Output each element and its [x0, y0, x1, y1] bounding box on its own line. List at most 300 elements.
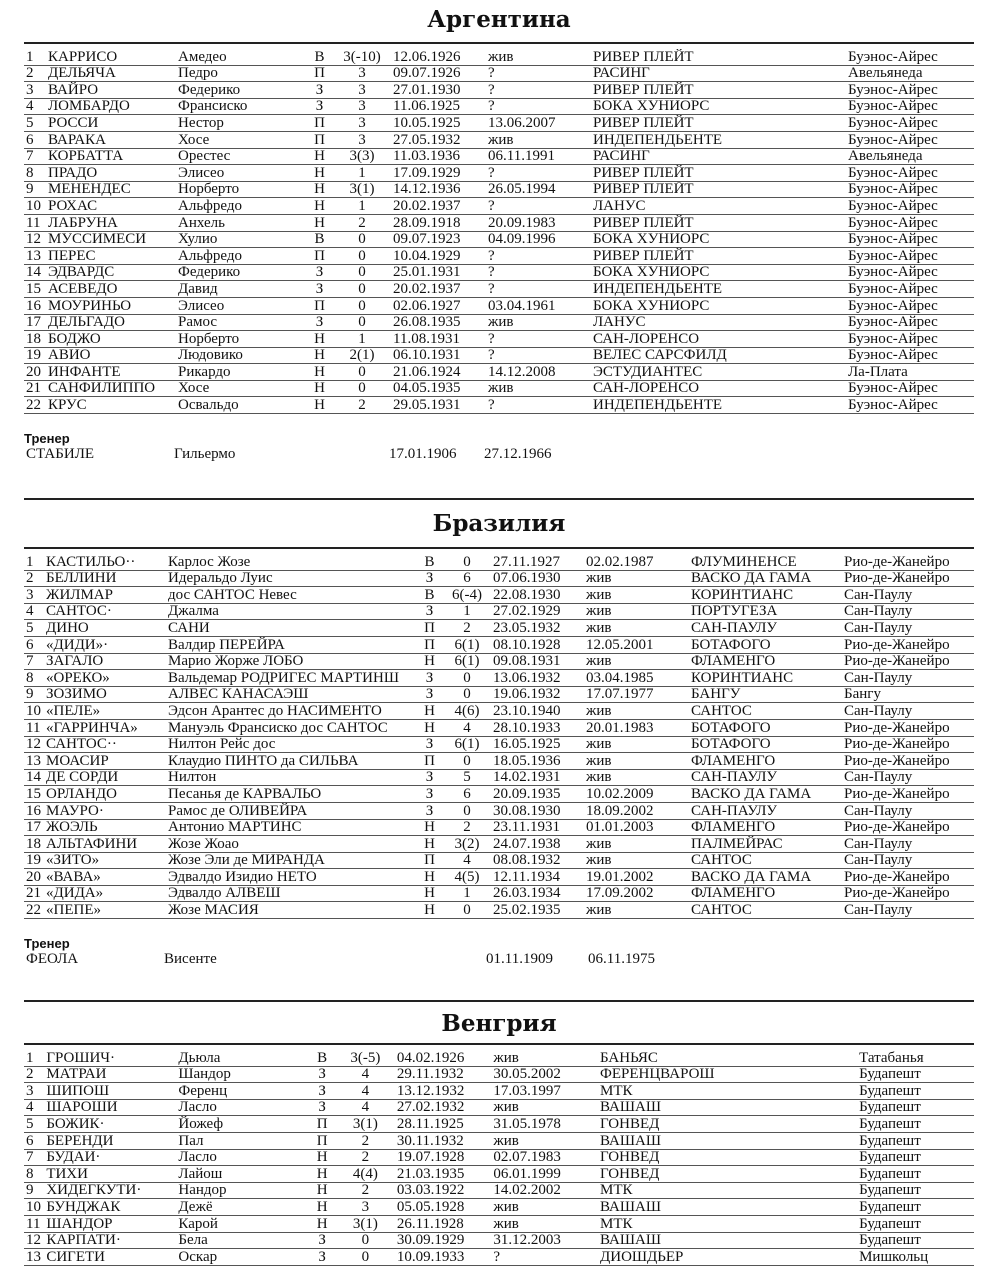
player-firstname: Пал [176, 1132, 308, 1149]
table-row [24, 670, 974, 687]
player-surname: МАТРАИ [44, 1066, 176, 1083]
player-games: 0 [331, 264, 391, 281]
table-row [24, 364, 974, 381]
player-born: 28.11.1925 [395, 1116, 492, 1133]
table-row [24, 264, 974, 281]
player-city: Рио-де-Жанейро [842, 885, 974, 902]
player-died: ? [486, 82, 591, 99]
player-firstname: Клаудио ПИНТО да СИЛЬВА [166, 753, 416, 770]
player-position: П [306, 248, 331, 265]
player-firstname: Нилтон [166, 769, 416, 786]
player-firstname: Освальдо [176, 397, 306, 414]
player-died: ? [486, 331, 591, 348]
player-born: 23.05.1932 [491, 620, 584, 637]
player-club: РАСИНГ [591, 65, 846, 82]
player-surname: БЕЛЛИНИ [44, 570, 166, 587]
player-position: Н [308, 1166, 333, 1183]
player-firstname: Амедео [176, 49, 306, 65]
player-games: 6 [441, 786, 491, 803]
player-number: 8 [24, 165, 46, 182]
player-died: 31.05.1978 [491, 1116, 598, 1133]
player-position: З [306, 264, 331, 281]
player-games: 0 [441, 670, 491, 687]
player-games: 0 [331, 380, 391, 397]
player-died: 31.12.2003 [491, 1232, 598, 1249]
player-number: 14 [24, 264, 46, 281]
table-row [24, 736, 974, 753]
player-city: Сан-Паулу [842, 603, 974, 620]
player-number: 18 [24, 836, 44, 853]
player-club: БОКА ХУНИОРС [591, 297, 846, 314]
player-position: П [416, 753, 441, 770]
player-games: 2 [331, 214, 391, 231]
player-number: 1 [24, 1050, 44, 1066]
player-firstname: Марио Жорже ЛОБО [166, 653, 416, 670]
player-firstname: Шандор [176, 1066, 308, 1083]
player-died: ? [486, 165, 591, 182]
player-club: БОТАФОГО [689, 636, 842, 653]
player-born: 05.05.1928 [395, 1199, 492, 1216]
player-club: ФЛАМЕНГО [689, 885, 842, 902]
player-died: ? [486, 65, 591, 82]
player-firstname: Ласло [176, 1099, 308, 1116]
player-city: Сан-Паулу [842, 852, 974, 869]
player-position: Н [306, 380, 331, 397]
player-died: ? [491, 1249, 598, 1266]
player-club: МТК [598, 1215, 857, 1232]
player-surname: ГРОШИЧ· [44, 1050, 176, 1066]
section-argentina [24, 6, 974, 464]
player-games: 0 [331, 248, 391, 265]
player-club: САНТОС [689, 703, 842, 720]
table-row [24, 769, 974, 786]
player-number: 7 [24, 653, 44, 670]
player-firstname: Ласло [176, 1149, 308, 1166]
player-number: 20 [24, 364, 46, 381]
player-firstname: Антонио МАРТИНС [166, 819, 416, 836]
player-games: 1 [331, 198, 391, 215]
player-position: З [306, 98, 331, 115]
player-surname: СИГЕТИ [44, 1249, 176, 1266]
player-club: ФЕРЕНЦВАРОШ [598, 1066, 857, 1083]
player-games: 1 [331, 165, 391, 182]
player-died: 26.05.1994 [486, 181, 591, 198]
player-born: 20.09.1935 [491, 786, 584, 803]
player-firstname: Песанья де КАРВАЛЬО [166, 786, 416, 803]
player-died: 20.09.1983 [486, 214, 591, 231]
player-firstname: Элисео [176, 165, 306, 182]
player-died: жив [491, 1215, 598, 1232]
player-born: 14.12.1936 [391, 181, 486, 198]
player-died: 12.05.2001 [584, 636, 689, 653]
table-row [24, 902, 974, 919]
coach-born: 01.11.1909 [486, 951, 553, 968]
player-born: 25.01.1931 [391, 264, 486, 281]
player-born: 18.05.1936 [491, 753, 584, 770]
player-surname: «ДИДИ»· [44, 636, 166, 653]
player-number: 21 [24, 885, 44, 902]
player-city: Будапешт [857, 1215, 974, 1232]
table-row [24, 636, 974, 653]
player-games: 0 [441, 802, 491, 819]
player-surname: КОРБАТТА [46, 148, 176, 165]
coach-born: 17.01.1906 [389, 446, 457, 463]
player-club: КОРИНТИАНС [689, 670, 842, 687]
player-number: 19 [24, 347, 46, 364]
table-row [24, 397, 974, 414]
player-surname: «ОРЕКО» [44, 670, 166, 687]
player-died: 17.07.1977 [584, 686, 689, 703]
player-surname: «ЗИТО» [44, 852, 166, 869]
player-born: 10.09.1933 [395, 1249, 492, 1266]
player-surname: ЖИЛМАР [44, 587, 166, 604]
player-firstname: Альфредо [176, 248, 306, 265]
player-city: Буэнос-Айрес [846, 98, 974, 115]
player-surname: КРУС [46, 397, 176, 414]
player-died: жив [584, 902, 689, 919]
player-number: 12 [24, 231, 46, 248]
player-position: В [416, 587, 441, 604]
player-surname: САНФИЛИППО [46, 380, 176, 397]
player-died: жив [584, 836, 689, 853]
player-club: РИВЕР ПЛЕЙТ [591, 165, 846, 182]
player-city: Буэнос-Айрес [846, 314, 974, 331]
player-position: Н [306, 214, 331, 231]
player-firstname: Давид [176, 281, 306, 298]
player-city: Будапешт [857, 1066, 974, 1083]
player-died: 19.01.2002 [584, 869, 689, 886]
player-born: 19.07.1928 [395, 1149, 492, 1166]
player-born: 06.10.1931 [391, 347, 486, 364]
roster-table [24, 554, 974, 919]
player-club: САН-ЛОРЕНСО [591, 331, 846, 348]
player-surname: ТИХИ [44, 1166, 176, 1183]
player-born: 26.11.1928 [395, 1215, 492, 1232]
table-row [24, 214, 974, 231]
player-firstname: Анхель [176, 214, 306, 231]
player-firstname: Рамос де ОЛИВЕЙРА [166, 802, 416, 819]
player-died: жив [584, 769, 689, 786]
player-club: ВЕЛЕС САРСФИЛД [591, 347, 846, 364]
player-position: Н [416, 703, 441, 720]
player-number: 5 [24, 620, 44, 637]
player-city: Рио-де-Жанейро [842, 636, 974, 653]
table-row [24, 131, 974, 148]
player-city: Авельянеда [846, 148, 974, 165]
player-club: БОКА ХУНИОРС [591, 264, 846, 281]
player-club: БАНЬЯС [598, 1050, 857, 1066]
player-games: 2 [441, 819, 491, 836]
player-surname: РОССИ [46, 115, 176, 132]
table-row [24, 82, 974, 99]
player-firstname: Ференц [176, 1083, 308, 1100]
player-firstname: Элисео [176, 297, 306, 314]
player-city: Рио-де-Жанейро [842, 554, 974, 570]
player-surname: ДЕЛЬГАДО [46, 314, 176, 331]
player-position: З [416, 603, 441, 620]
player-club: САН-ПАУЛУ [689, 620, 842, 637]
player-died: 30.05.2002 [491, 1066, 598, 1083]
player-surname: БУНДЖАК [44, 1199, 176, 1216]
player-city: Ла-Плата [846, 364, 974, 381]
table-row [24, 231, 974, 248]
player-position: П [308, 1132, 333, 1149]
player-games: 3 [331, 82, 391, 99]
player-games: 0 [334, 1232, 395, 1249]
player-born: 16.05.1925 [491, 736, 584, 753]
player-games: 1 [441, 885, 491, 902]
player-position: Н [308, 1199, 333, 1216]
table-row [24, 836, 974, 853]
player-position: Н [306, 148, 331, 165]
player-position: В [308, 1050, 333, 1066]
player-number: 13 [24, 1249, 44, 1266]
player-club: ФЛАМЕНГО [689, 653, 842, 670]
player-club: САН-ЛОРЕНСО [591, 380, 846, 397]
player-born: 13.06.1932 [491, 670, 584, 687]
player-club: ФЛАМЕНГО [689, 819, 842, 836]
player-city: Сан-Паулу [842, 620, 974, 637]
player-games: 0 [331, 297, 391, 314]
player-games: 3(1) [331, 181, 391, 198]
player-city: Буэнос-Айрес [846, 281, 974, 298]
player-club: РИВЕР ПЛЕЙТ [591, 181, 846, 198]
player-surname: АВИО [46, 347, 176, 364]
player-city: Сан-Паулу [842, 902, 974, 919]
player-number: 2 [24, 65, 46, 82]
player-number: 4 [24, 1099, 44, 1116]
player-club: ИНДЕПЕНДЬЕНТЕ [591, 397, 846, 414]
player-city: Будапешт [857, 1132, 974, 1149]
player-club: САН-ПАУЛУ [689, 769, 842, 786]
player-games: 4 [334, 1083, 395, 1100]
player-club: ГОНВЕД [598, 1116, 857, 1133]
player-firstname: Эдсон Арантес до НАСИМЕНТО [166, 703, 416, 720]
player-city: Рио-де-Жанейро [842, 736, 974, 753]
player-club: МТК [598, 1182, 857, 1199]
player-surname: ОРЛАНДО [44, 786, 166, 803]
table-row [24, 181, 974, 198]
player-position: П [306, 131, 331, 148]
player-number: 15 [24, 281, 46, 298]
player-firstname: Вальдемар РОДРИГЕС МАРТИНШ [166, 670, 416, 687]
player-number: 14 [24, 769, 44, 786]
table-row [24, 1249, 974, 1266]
player-died: 14.12.2008 [486, 364, 591, 381]
player-games: 6(1) [441, 636, 491, 653]
player-position: Н [306, 397, 331, 414]
player-surname: САНТОС·· [44, 736, 166, 753]
player-surname: ПЕРЕС [46, 248, 176, 265]
table-row [24, 686, 974, 703]
player-died: 03.04.1961 [486, 297, 591, 314]
player-position: Н [306, 347, 331, 364]
player-died: 10.02.2009 [584, 786, 689, 803]
player-died: жив [584, 736, 689, 753]
player-number: 9 [24, 1182, 44, 1199]
player-surname: МЕНЕНДЕС [46, 181, 176, 198]
player-firstname: Альфредо [176, 198, 306, 215]
player-died: жив [584, 852, 689, 869]
player-city: Будапешт [857, 1116, 974, 1133]
player-city: Сан-Паулу [842, 836, 974, 853]
player-died: 03.04.1985 [584, 670, 689, 687]
player-games: 0 [441, 753, 491, 770]
player-club: ВАСКО ДА ГАМА [689, 786, 842, 803]
player-city: Буэнос-Айрес [846, 181, 974, 198]
table-row [24, 703, 974, 720]
player-city: Буэнос-Айрес [846, 214, 974, 231]
player-firstname: Нилтон Рейс дос [166, 736, 416, 753]
table-row [24, 753, 974, 770]
player-position: З [308, 1099, 333, 1116]
player-born: 26.03.1934 [491, 885, 584, 902]
player-club: ЛАНУС [591, 198, 846, 215]
player-firstname: Эдвалдо Изидио НЕТО [166, 869, 416, 886]
player-surname: ЗАГАЛО [44, 653, 166, 670]
player-position: З [306, 281, 331, 298]
section-divider [24, 547, 974, 549]
player-number: 7 [24, 148, 46, 165]
player-born: 28.09.1918 [391, 214, 486, 231]
player-games: 4 [441, 719, 491, 736]
player-games: 6(1) [441, 653, 491, 670]
table-row [24, 802, 974, 819]
player-games: 2 [441, 620, 491, 637]
player-firstname: Жозе Жоао [166, 836, 416, 853]
player-games: 2 [334, 1182, 395, 1199]
player-city: Будапешт [857, 1199, 974, 1216]
player-games: 2(1) [331, 347, 391, 364]
player-number: 16 [24, 802, 44, 819]
player-club: РАСИНГ [591, 148, 846, 165]
player-firstname: Хосе [176, 131, 306, 148]
player-born: 27.01.1930 [391, 82, 486, 99]
player-born: 12.11.1934 [491, 869, 584, 886]
player-number: 8 [24, 1166, 44, 1183]
player-position: Н [306, 165, 331, 182]
player-position: З [306, 314, 331, 331]
player-died: жив [491, 1050, 598, 1066]
table-row [24, 1215, 974, 1232]
section-title: Аргентина [427, 6, 571, 33]
player-died: жив [584, 620, 689, 637]
player-position: З [416, 769, 441, 786]
player-games: 3(3) [331, 148, 391, 165]
player-surname: МУССИМЕСИ [46, 231, 176, 248]
roster-table [24, 49, 974, 414]
player-city: Будапешт [857, 1083, 974, 1100]
player-city: Буэнос-Айрес [846, 380, 974, 397]
player-surname: ИНФАНТЕ [46, 364, 176, 381]
player-number: 20 [24, 869, 44, 886]
table-row [24, 570, 974, 587]
player-position: Н [308, 1149, 333, 1166]
player-died: 01.01.2003 [584, 819, 689, 836]
player-city: Буэнос-Айрес [846, 331, 974, 348]
section-divider [24, 498, 974, 500]
player-club: ВАШАШ [598, 1132, 857, 1149]
player-firstname: Нестор [176, 115, 306, 132]
player-firstname: Идеральдо Луис [166, 570, 416, 587]
player-number: 10 [24, 198, 46, 215]
player-club: ЭСТУДИАНТЕС [591, 364, 846, 381]
player-club: ВАСКО ДА ГАМА [689, 570, 842, 587]
section-divider [24, 1000, 974, 1002]
player-died: 13.06.2007 [486, 115, 591, 132]
player-club: ВАСКО ДА ГАМА [689, 869, 842, 886]
player-born: 23.11.1931 [491, 819, 584, 836]
player-born: 02.06.1927 [391, 297, 486, 314]
player-born: 20.02.1937 [391, 198, 486, 215]
player-games: 0 [331, 364, 391, 381]
table-row [24, 1232, 974, 1249]
section-title: Венгрия [441, 1010, 557, 1037]
player-position: З [416, 670, 441, 687]
player-surname: БУДАИ· [44, 1149, 176, 1166]
player-surname: АЛЬТАФИНИ [44, 836, 166, 853]
player-games: 3(-5) [334, 1050, 395, 1066]
player-games: 2 [334, 1132, 395, 1149]
player-club: МТК [598, 1083, 857, 1100]
player-position: Н [416, 836, 441, 853]
player-games: 3 [331, 98, 391, 115]
table-row [24, 281, 974, 298]
player-games: 6(-4) [441, 587, 491, 604]
player-number: 8 [24, 670, 44, 687]
coach-died: 06.11.1975 [588, 951, 655, 968]
player-born: 09.07.1923 [391, 231, 486, 248]
player-city: Рио-де-Жанейро [842, 653, 974, 670]
player-club: ПАЛМЕЙРАС [689, 836, 842, 853]
player-position: З [308, 1249, 333, 1266]
player-city: Буэнос-Айрес [846, 115, 974, 132]
player-firstname: дос САНТОС Невес [166, 587, 416, 604]
player-died: ? [486, 98, 591, 115]
player-club: РИВЕР ПЛЕЙТ [591, 115, 846, 132]
player-number: 4 [24, 98, 46, 115]
player-number: 9 [24, 686, 44, 703]
table-row [24, 331, 974, 348]
player-position: З [308, 1232, 333, 1249]
player-born: 30.08.1930 [491, 802, 584, 819]
player-died: жив [584, 753, 689, 770]
player-born: 23.10.1940 [491, 703, 584, 720]
player-surname: ДЕЛЬЯЧА [46, 65, 176, 82]
player-died: жив [491, 1099, 598, 1116]
player-number: 12 [24, 736, 44, 753]
player-games: 2 [331, 397, 391, 414]
player-surname: КАСТИЛЬО·· [44, 554, 166, 570]
player-firstname: Карой [176, 1215, 308, 1232]
player-games: 0 [331, 281, 391, 298]
player-games: 4(6) [441, 703, 491, 720]
player-died: 04.09.1996 [486, 231, 591, 248]
table-row [24, 98, 974, 115]
player-died: жив [584, 603, 689, 620]
player-games: 0 [331, 231, 391, 248]
player-number: 3 [24, 587, 44, 604]
player-died: 02.07.1983 [491, 1149, 598, 1166]
player-city: Буэнос-Айрес [846, 198, 974, 215]
player-position: П [416, 852, 441, 869]
player-firstname: Франсиско [176, 98, 306, 115]
player-surname: «ВАВА» [44, 869, 166, 886]
player-surname: «ГАРРИНЧА» [44, 719, 166, 736]
player-city: Буэнос-Айрес [846, 131, 974, 148]
player-died: жив [584, 570, 689, 587]
player-city: Татабанья [857, 1050, 974, 1066]
